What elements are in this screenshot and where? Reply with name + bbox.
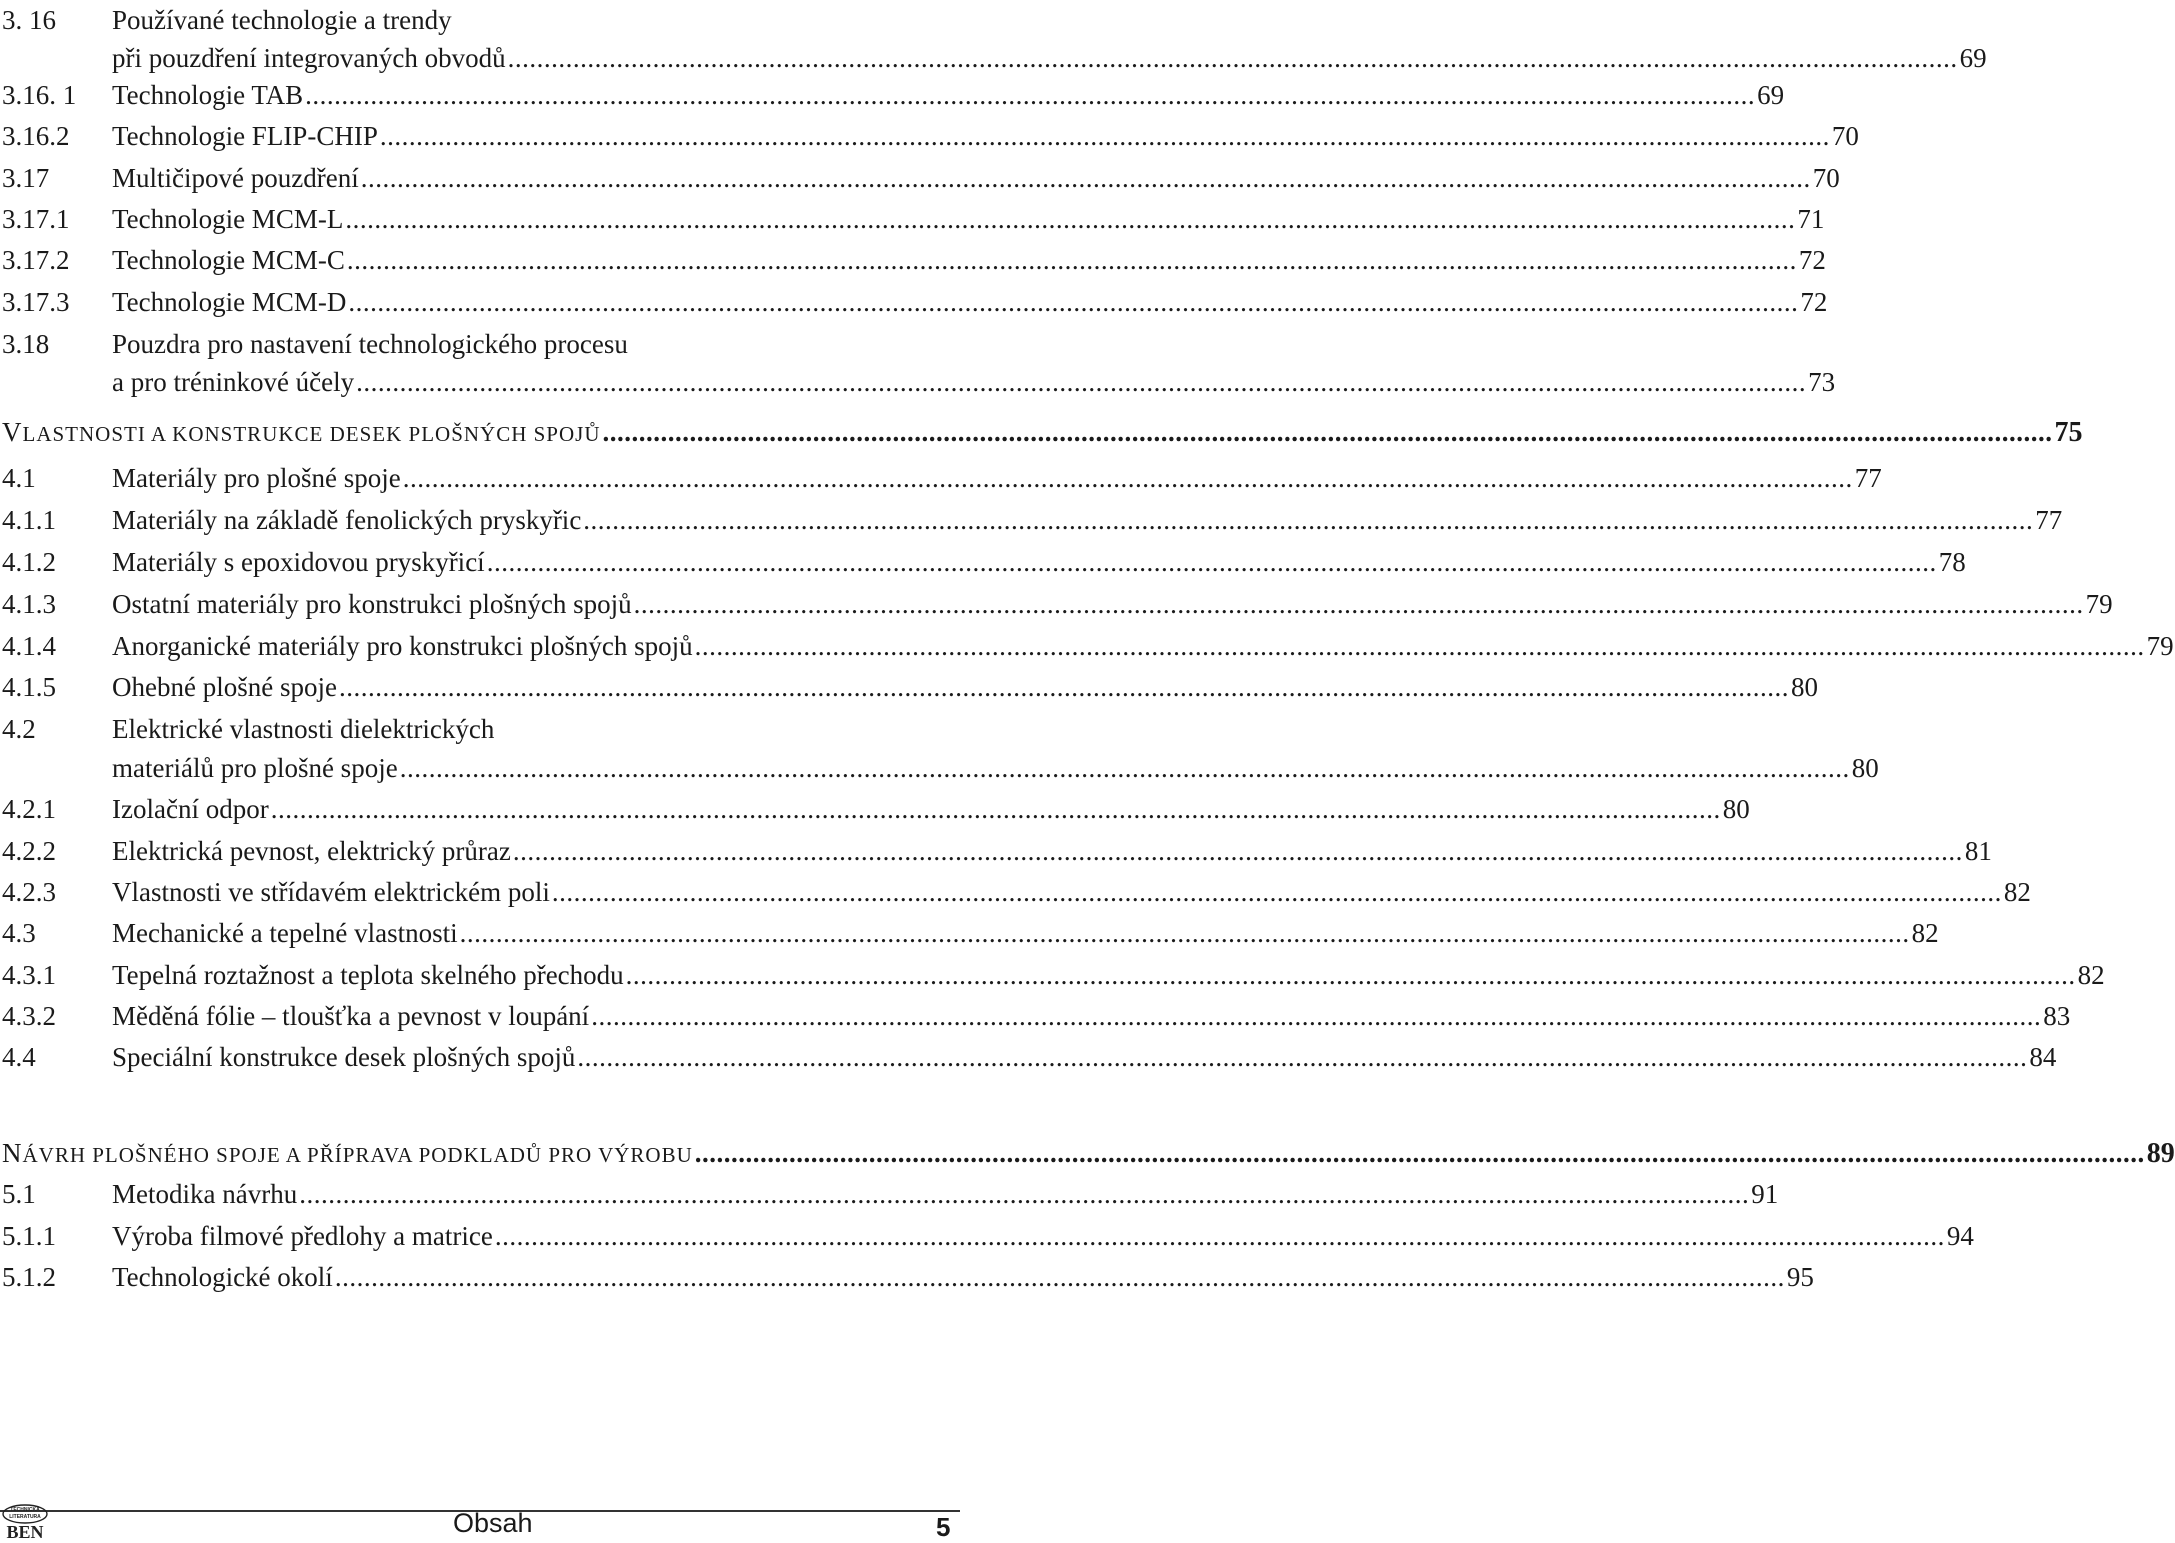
- toc-entry: [2, 116, 1859, 156]
- toc-section-title: Anorganické materiály pro konstrukci plošných spojů: [112, 631, 693, 661]
- toc-page-number: 94: [1946, 1221, 1974, 1251]
- toc-entry: [2, 282, 1828, 322]
- dot-leader: ........................................................................................................................................................................................................: [583, 505, 2034, 535]
- toc-page-number: 81: [1964, 836, 1992, 866]
- toc-entry: [2, 542, 1966, 582]
- toc-section-number: 3.17: [2, 163, 50, 193]
- toc-section-title: Měděná fólie – tloušťka a pevnost v loupání: [112, 1001, 590, 1031]
- toc-section-title: a pro tréninkové účely: [112, 367, 355, 397]
- dot-leader: ........................................................................................................................................................................................................: [379, 121, 1830, 151]
- toc-section-number: 4.2.1: [2, 794, 56, 824]
- toc-chapter-entry: [2, 1133, 2175, 1173]
- toc-entry: [2, 1216, 1974, 1256]
- dot-leader: ........................................................................................................................................................................................................: [334, 1262, 1785, 1292]
- toc-section-title: Technologie MCM-L: [112, 204, 344, 234]
- dot-leader: ........................................................................................................................................................................................................: [459, 918, 1910, 948]
- toc-section-number: 3.18: [2, 329, 50, 359]
- toc-section-title: Vlastnosti ve střídavém elektrickém poli: [112, 877, 550, 907]
- toc-section-number: 4.2.2: [2, 836, 56, 866]
- toc-page-number: 69: [1757, 80, 1785, 110]
- toc-page-number: 69: [1959, 43, 1987, 73]
- toc-entry: [2, 872, 2031, 912]
- toc-chapter-title: NÁVRH PLOŠNÉHO SPOJE A PŘÍPRAVA PODKLADŮ PRO VÝROBU: [2, 1138, 693, 1168]
- dot-leader: ........................................................................................................................................................................................................: [338, 672, 1789, 702]
- dot-leader: ........................................................................................................................................................................................................: [494, 1221, 1945, 1251]
- toc-section-number: 4.1.5: [2, 672, 56, 702]
- svg-text:TECHNICKÁ: TECHNICKÁ: [10, 1507, 40, 1513]
- toc-section-title: Multičipové pouzdření: [112, 163, 359, 193]
- toc-page-number: 75: [2054, 417, 2083, 448]
- svg-text:BEN: BEN: [6, 1522, 44, 1542]
- toc-section-title: Technologické okolí: [112, 1262, 333, 1292]
- toc-section-title: Výroba filmové předlohy a matrice: [112, 1221, 493, 1251]
- toc-entry: [2, 584, 2113, 624]
- toc-page-number: 79: [2146, 631, 2174, 661]
- toc-section-number: 4.1.1: [2, 505, 56, 535]
- dot-leader: ........................................................................................................................................................................................................: [602, 417, 2053, 447]
- toc-page-number: 71: [1797, 204, 1825, 234]
- page-number: 5: [936, 1512, 951, 1542]
- dot-leader: ........................................................................................................................................................................................................: [633, 589, 2084, 619]
- toc-page-number: 78: [1938, 547, 1966, 577]
- toc-page-number: 70: [1831, 121, 1859, 151]
- toc-page-number: 80: [1790, 672, 1818, 702]
- dot-leader: ........................................................................................................................................................................................................: [356, 367, 1807, 397]
- dot-leader: ........................................................................................................................................................................................................: [577, 1042, 2028, 1072]
- dot-leader: ........................................................................................................................................................................................................: [360, 163, 1811, 193]
- toc-entry: [2, 362, 1836, 402]
- dot-leader: ........................................................................................................................................................................................................: [399, 753, 1850, 783]
- toc-entry: [2, 831, 1992, 871]
- toc-section-title: Technologie TAB: [112, 80, 304, 110]
- toc-section-number: 4.3: [2, 918, 36, 948]
- dot-leader: ........................................................................................................................................................................................................: [625, 960, 2076, 990]
- toc-section-title: Izolační odpor: [112, 794, 269, 824]
- toc-page-number: 83: [2043, 1001, 2071, 1031]
- toc-entry: [2, 500, 2063, 540]
- dot-leader: ........................................................................................................................................................................................................: [270, 794, 1721, 824]
- toc-entry: [2, 324, 954, 364]
- dot-leader: ........................................................................................................................................................................................................: [345, 204, 1796, 234]
- toc-section-number: 3.17.3: [2, 287, 70, 317]
- toc-section-title: Elektrická pevnost, elektrický průraz: [112, 836, 511, 866]
- toc-section-number: 4.1: [2, 463, 36, 493]
- toc-entry: [2, 913, 1939, 953]
- dot-leader: ........................................................................................................................................................................................................: [591, 1001, 2042, 1031]
- toc-section-number: 3.16.2: [2, 121, 70, 151]
- toc-entry: [2, 748, 1879, 788]
- dot-leader: ........................................................................................................................................................................................................: [486, 547, 1937, 577]
- toc-section-number: 4.2: [2, 714, 36, 744]
- toc-section-number: 4.3.1: [2, 960, 56, 990]
- toc-entry: [2, 38, 1987, 78]
- svg-text:LITERATURA: LITERATURA: [9, 1514, 41, 1520]
- dot-leader: ........................................................................................................................................................................................................: [348, 287, 1799, 317]
- toc-entry: [2, 1037, 2057, 1077]
- toc-section-number: 5.1.1: [2, 1221, 56, 1251]
- toc-section-title: Elektrické vlastnosti dielektrických: [112, 714, 495, 744]
- toc-section-number: 4.3.2: [2, 1001, 56, 1031]
- toc-entry: [2, 789, 1750, 829]
- toc-page-number: 91: [1751, 1179, 1779, 1209]
- dot-leader: ........................................................................................................................................................................................................: [694, 1138, 2145, 1168]
- toc-entry: [2, 1257, 1814, 1297]
- toc-section-title: Technologie FLIP-CHIP: [112, 121, 378, 151]
- toc-page-number: 80: [1851, 753, 1879, 783]
- toc-entry: [2, 709, 954, 749]
- toc-section-title: Tepelná roztažnost a teplota skelného přechodu: [112, 960, 624, 990]
- toc-section-number: 4.4: [2, 1042, 36, 1072]
- dot-leader: ........................................................................................................................................................................................................: [305, 80, 1756, 110]
- toc-section-number: 3.16. 1: [2, 80, 77, 110]
- toc-section-title: Technologie MCM-C: [112, 245, 345, 275]
- toc-page-number: 79: [2085, 589, 2113, 619]
- toc-section-title: Materiály pro plošné spoje: [112, 463, 401, 493]
- toc-entry: [2, 75, 1785, 115]
- toc-page-number: 72: [1798, 245, 1826, 275]
- toc-page-number: 77: [2035, 505, 2063, 535]
- toc-entry: [2, 0, 954, 40]
- dot-leader: ........................................................................................................................................................................................................: [507, 43, 1958, 73]
- toc-section-title: Materiály na základě fenolických pryskyřic: [112, 505, 582, 535]
- dot-leader: ........................................................................................................................................................................................................: [299, 1179, 1750, 1209]
- toc-section-number: 4.1.3: [2, 589, 56, 619]
- toc-page-number: 82: [2077, 960, 2105, 990]
- toc-section-title: Technologie MCM-D: [112, 287, 347, 317]
- dot-leader: ........................................................................................................................................................................................................: [402, 463, 1853, 493]
- toc-section-number: 4.2.3: [2, 877, 56, 907]
- toc-section-number: 3. 16: [2, 5, 56, 35]
- toc-page-number: 82: [1911, 918, 1939, 948]
- dot-leader: ........................................................................................................................................................................................................: [512, 836, 1963, 866]
- toc-chapter-title: VLASTNOSTI A KONSTRUKCE DESEK PLOŠNÝCH SPOJŮ: [2, 417, 601, 447]
- toc-page-number: 95: [1786, 1262, 1814, 1292]
- toc-section-title: materiálů pro plošné spoje: [112, 753, 398, 783]
- footer-section-label: Obsah: [453, 1508, 533, 1538]
- toc-section-title: Materiály s epoxidovou pryskyřicí: [112, 547, 485, 577]
- toc-entry: [2, 996, 2071, 1036]
- toc-entry: [2, 240, 1826, 280]
- toc-page-number: 89: [2146, 1138, 2175, 1169]
- toc-page-number: 77: [1854, 463, 1882, 493]
- toc-section-number: 5.1: [2, 1179, 36, 1209]
- toc-chapter-entry: [2, 412, 2083, 452]
- toc-entry: [2, 458, 1882, 498]
- toc-section-title: Mechanické a tepelné vlastnosti: [112, 918, 458, 948]
- toc-page-number: 80: [1722, 794, 1750, 824]
- toc-section-title: Ostatní materiály pro konstrukci plošných spojů: [112, 589, 632, 619]
- toc-page-number: 84: [2029, 1042, 2057, 1072]
- toc-section-title: Pouzdra pro nastavení technologického procesu: [112, 329, 628, 359]
- toc-page-number: 82: [2003, 877, 2031, 907]
- toc-section-number: 3.17.1: [2, 204, 70, 234]
- toc-entry: [2, 1174, 1779, 1214]
- toc-section-number: 4.1.2: [2, 547, 56, 577]
- toc-section-title: Ohebné plošné spoje: [112, 672, 337, 702]
- toc-section-title: Používané technologie a trendy: [112, 5, 452, 35]
- publisher-logo: [0, 1504, 50, 1540]
- toc-entry: [2, 626, 2174, 666]
- dot-leader: ........................................................................................................................................................................................................: [346, 245, 1797, 275]
- dot-leader: ........................................................................................................................................................................................................: [551, 877, 2002, 907]
- toc-entry: [2, 667, 1818, 707]
- toc-entry: [2, 158, 1840, 198]
- toc-entry: [2, 199, 1825, 239]
- toc-section-title: Metodika návrhu: [112, 1179, 298, 1209]
- toc-page-number: 72: [1800, 287, 1828, 317]
- toc-section-number: 4.1.4: [2, 631, 56, 661]
- toc-section-number: 3.17.2: [2, 245, 70, 275]
- toc-entry: [2, 955, 2105, 995]
- toc-page-number: 73: [1808, 367, 1836, 397]
- toc-section-title: Speciální konstrukce desek plošných spojů: [112, 1042, 576, 1072]
- dot-leader: ........................................................................................................................................................................................................: [694, 631, 2145, 661]
- toc-page-number: 70: [1812, 163, 1840, 193]
- toc-section-number: 5.1.2: [2, 1262, 56, 1292]
- toc-section-title: při pouzdření integrovaných obvodů: [112, 43, 506, 73]
